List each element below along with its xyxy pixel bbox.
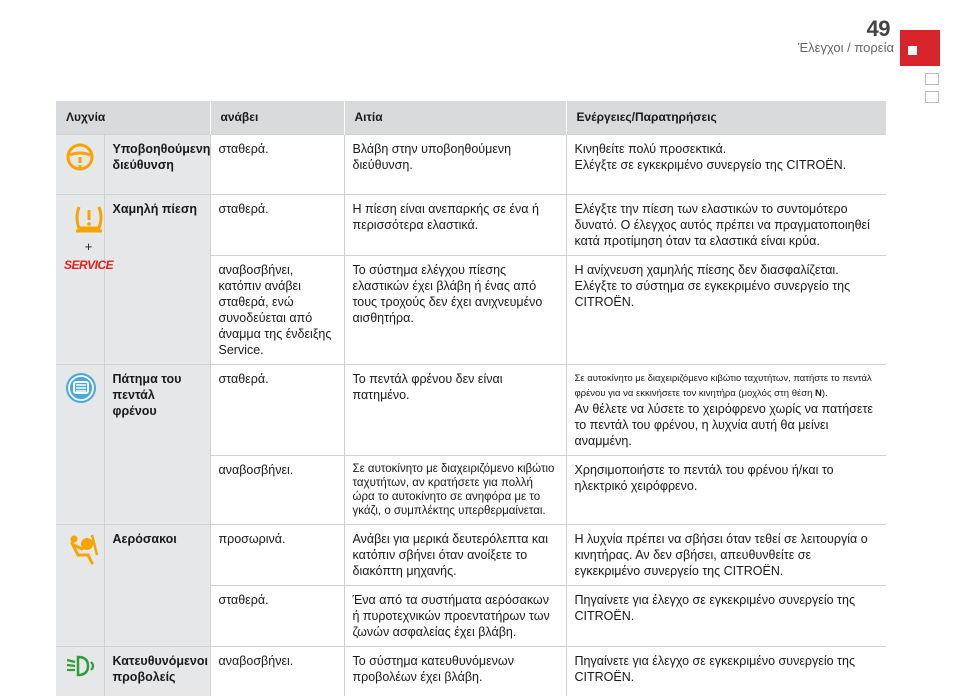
lamp-state: σταθερά.: [210, 194, 344, 255]
lamp-label: Υποβοηθούμενη διεύθυνση: [104, 134, 210, 194]
lamp-action-note: [575, 371, 879, 401]
chapter-box-icon: [925, 91, 939, 103]
page-number: 49: [866, 16, 890, 41]
lamp-action-line: Ελέγξτε σε εγκεκριμένο συνεργείο της CITROËN.: [574, 157, 847, 172]
chapter-tab: [900, 30, 940, 66]
table-row: [56, 524, 886, 585]
lamp-icon-cell: [56, 134, 104, 194]
lamp-action: Πηγαίνετε για έλεγχο σε εγκεκριμένο συνεργείο της CITROËN.: [566, 585, 886, 646]
lamp-label: Αερόσακοι: [104, 524, 210, 646]
chapter-tab-marker: [908, 46, 917, 55]
header-state: ανάβει: [210, 101, 344, 134]
table-row: [56, 646, 886, 696]
brake-pedal-icon: [64, 371, 98, 405]
lamp-icon-cell: [56, 646, 104, 696]
lamp-action: Η ανίχνευση χαμηλής πίεσης δεν διασφαλίζεται. Ελέγξτε το σύστημα σε εγκεκριμένο συνεργείο της CITROËN.: [566, 255, 886, 364]
lamp-cause: Το πεντάλ φρένου δεν είναι πατημένο.: [344, 364, 566, 455]
lamp-state: προσωρινά.: [210, 524, 344, 585]
plus-sign: +: [84, 238, 93, 254]
lamp-icon-cell: [56, 194, 114, 364]
lamp-label: Πάτημα του πεντάλ φρένου: [104, 364, 210, 524]
lamp-action: Χρησιμοποιήστε το πεντάλ του φρένου ή/και το ηλεκτρικό χειρόφρενο.: [566, 455, 886, 524]
lamp-cause: Σε αυτοκίνητο με διαχειριζόμενο κιβώτιο ταχυτήτων, αν κρατήσετε για πολλή ώρα το αυτοκίνητο σε ανηφόρα με το γκάζι, ο συμπλέκτης υπερθερμαίνεται.: [344, 455, 566, 524]
lamp-state: σταθερά.: [210, 364, 344, 455]
lamp-label: Κατευθυνόμενοι προβολείς: [104, 646, 210, 696]
lamp-state: αναβοσβήνει.: [210, 455, 344, 524]
lamp-action: [566, 134, 886, 194]
header-lamp: Λυχνία: [56, 101, 210, 134]
lamp-action: [566, 364, 886, 455]
lamp-label: Χαμηλή πίεση: [104, 194, 210, 364]
tyre-pressure-icon: [72, 201, 106, 235]
header-actions: Ενέργειες/Παρατηρήσεις: [566, 101, 886, 134]
header-cause: Αιτία: [344, 101, 566, 134]
lamp-state: αναβοσβήνει, κατόπιν ανάβει σταθερά, ενώ συνοδεύεται από άναμμα της ένδειξης Service.: [210, 255, 344, 364]
lamp-action-line: Αν θέλετε να λύσετε το χειρόφρενο χωρίς να πατήσετε το πεντάλ του φρένου, η λυχνία αυτή θα μείνει αναμμένη.: [574, 401, 873, 448]
steering-wheel-warning-icon: [64, 141, 96, 173]
tyre-pressure-icon-group: [64, 201, 113, 273]
table-header-row: [56, 101, 886, 134]
lamp-state: σταθερά.: [210, 134, 344, 194]
table-row: [56, 364, 886, 455]
lamp-state: σταθερά.: [210, 585, 344, 646]
lamp-state: αναβοσβήνει.: [210, 646, 344, 696]
chapter-box-icon: [925, 73, 939, 85]
lamp-action-note-text: Σε αυτοκίνητο με διαχειριζόμενο κιβώτιο ταχυτήτων, πατήστε το πεντάλ φρένου για να εκκινήσετε τον κινητήρα (μοχλός στη θέση: [574, 372, 872, 399]
lamp-action: Ελέγξτε την πίεση των ελαστικών το συντομότερο δυνατό. Ο έλεγχος αυτός πρέπει να πραγματοποιηθεί κατά προτίμηση όταν τα ελαστικά είναι κρύα.: [566, 194, 886, 255]
lamp-icon-cell: [56, 364, 104, 524]
lamp-cause: Βλάβη στην υποβοηθούμενη διεύθυνση.: [344, 134, 566, 194]
lamp-action: Πηγαίνετε για έλεγχο σε εγκεκριμένο συνεργείο της CITROËN.: [566, 646, 886, 696]
lamp-cause: Ένα από τα συστήματα αερόσακων ή πυροτεχνικών προεντατήρων των ζωνών ασφαλείας έχει βλάβη.: [344, 585, 566, 646]
lamp-cause: Ανάβει για μερικά δευτερόλεπτα και κατόπιν σβήνει όταν ανοίξετε το διακόπτη μηχανής.: [344, 524, 566, 585]
gear-position: N: [815, 387, 822, 399]
lamp-cause: Το σύστημα ελέγχου πίεσης ελαστικών έχει βλάβη ή ένας από τους τροχούς δεν έχει ανιχνευμένο αισθητήρα.: [344, 255, 566, 364]
lamp-action-note-end: ).: [821, 387, 828, 399]
lamp-icon-cell: [56, 524, 104, 646]
table-row: [56, 194, 886, 255]
service-indicator-icon: SERVICE: [64, 257, 114, 272]
warning-lights-table: [56, 101, 887, 696]
lamp-action-line: Κινηθείτε πολύ προσεκτικά.: [574, 141, 727, 156]
lamp-cause: Το σύστημα κατευθυνόμενων προβολέων έχει βλάβη.: [344, 646, 566, 696]
lamp-cause: Η πίεση είναι ανεπαρκής σε ένα ή περισσότερα ελαστικά.: [344, 194, 566, 255]
table-row: [56, 134, 886, 194]
airbag-icon: [64, 531, 100, 565]
lamp-action: Η λυχνία πρέπει να σβήσει όταν τεθεί σε λειτουργία ο κινητήρας. Αν δεν σβήσει, απευθυνθείτε σε εγκεκριμένο συνεργείο της CITROËN.: [566, 524, 886, 585]
directional-headlamp-icon: [64, 653, 98, 679]
page-section-title: Έλεγχοι / πορεία: [797, 40, 894, 55]
